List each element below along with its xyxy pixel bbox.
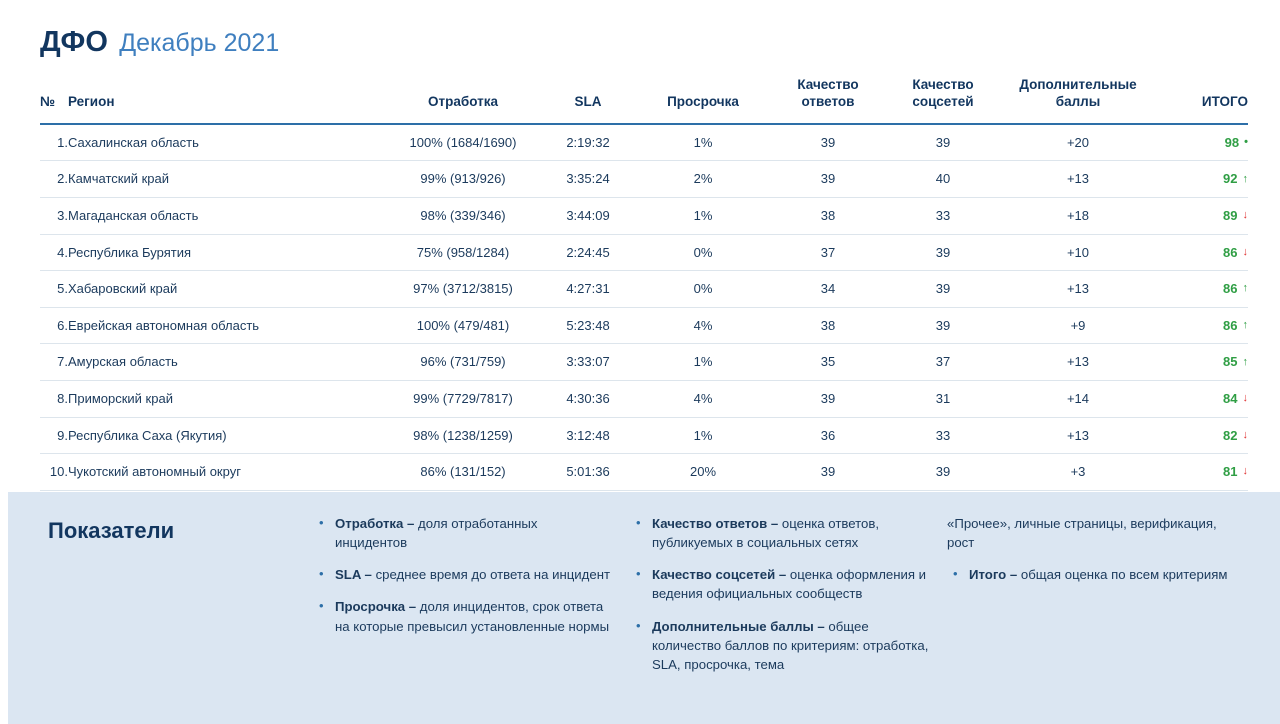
table-row — [40, 234, 1248, 271]
col-header-extra-points-line2: баллы — [1055, 93, 1101, 109]
trend-down-icon: ↓ — [1242, 209, 1248, 222]
legend-description: доля отработанных инцидентов — [335, 516, 538, 551]
total-score-group — [1223, 208, 1248, 224]
cell-prosrochka: 1% — [638, 124, 768, 161]
legend-description: общая оценка по всем критериям — [1020, 567, 1228, 583]
cell-otrabotka: 99% (7729/7817) — [388, 380, 538, 417]
cell-sla: 5:23:48 — [538, 307, 638, 344]
legend-column-3 — [947, 514, 1246, 724]
cell-otrabotka: 96% (731/759) — [388, 344, 538, 381]
legend-description: доля инцидентов, срок ответа на которые превысил установленные нормы — [335, 599, 610, 634]
cell-total — [1158, 344, 1248, 381]
cell-number: 2. — [40, 161, 68, 198]
total-score-value: 89 — [1223, 207, 1238, 223]
total-score-value: 86 — [1223, 317, 1238, 333]
col-header-quality-social-line1: Качество — [912, 77, 974, 92]
cell-sla: 5:01:36 — [538, 454, 638, 491]
bullet-icon: • — [636, 617, 641, 633]
cell-quality-answers: 39 — [768, 161, 888, 198]
trend-up-icon: ↑ — [1242, 172, 1248, 185]
legend-term: Итого – — [969, 567, 1021, 583]
cell-extra-points: +9 — [998, 307, 1158, 344]
cell-number: 5. — [40, 271, 68, 308]
left-margin-strip — [0, 0, 8, 724]
cell-region: Сахалинская область — [68, 124, 388, 161]
cell-total — [1158, 161, 1248, 198]
cell-extra-points: +3 — [998, 454, 1158, 491]
cell-quality-social: 39 — [888, 124, 998, 161]
cell-prosrochka: 2% — [638, 161, 768, 198]
cell-region: Хабаровский край — [68, 271, 388, 308]
cell-total — [1158, 454, 1248, 491]
cell-region: Амурская область — [68, 344, 388, 381]
total-score-group — [1223, 245, 1248, 261]
bullet-icon: • — [319, 515, 324, 530]
page-subtitle-period: Декабрь 2021 — [119, 29, 280, 57]
page-header — [0, 0, 1280, 59]
legend-term: Качество соцсетей – — [652, 567, 790, 583]
cell-total — [1158, 124, 1248, 161]
cell-quality-social: 39 — [888, 234, 998, 271]
cell-sla: 2:19:32 — [538, 124, 638, 161]
total-score-value: 92 — [1223, 171, 1238, 187]
cell-quality-social: 31 — [888, 380, 998, 417]
cell-total — [1158, 380, 1248, 417]
legend-description: общее количество баллов по критериям: отработка, SLA, просрочка, тема — [652, 618, 929, 672]
rating-table-container — [0, 59, 1280, 527]
cell-quality-answers: 36 — [768, 417, 888, 454]
cell-total — [1158, 417, 1248, 454]
cell-prosrochka: 0% — [638, 234, 768, 271]
legend-description: среднее время до ответа на инцидент — [375, 567, 611, 583]
cell-extra-points: +20 — [998, 124, 1158, 161]
col-header-quality-answers — [768, 77, 888, 124]
cell-extra-points: +13 — [998, 344, 1158, 381]
total-score-value: 81 — [1223, 464, 1238, 480]
legend-column-1 — [313, 514, 630, 724]
table-row — [40, 271, 1248, 308]
legend-list-2 — [630, 514, 929, 674]
cell-number: 3. — [40, 197, 68, 234]
col-header-quality-answers-line1: Качество — [797, 77, 859, 92]
legend-description: оценка оформления и ведения официальных сообществ — [652, 567, 927, 602]
bullet-icon: • — [319, 566, 324, 582]
cell-quality-social: 39 — [888, 271, 998, 308]
trend-down-icon: ↓ — [1242, 428, 1248, 441]
table-header-row — [40, 77, 1248, 124]
cell-quality-social: 33 — [888, 417, 998, 454]
cell-quality-social: 39 — [888, 307, 998, 344]
cell-total — [1158, 197, 1248, 234]
table-row — [40, 124, 1248, 161]
table-row — [40, 380, 1248, 417]
bullet-icon: • — [636, 515, 641, 530]
cell-quality-social: 37 — [888, 344, 998, 381]
cell-otrabotka: 97% (3712/3815) — [388, 271, 538, 308]
total-score-value: 85 — [1223, 354, 1238, 370]
cell-total — [1158, 234, 1248, 271]
cell-region: Еврейская автономная область — [68, 307, 388, 344]
cell-extra-points: +13 — [998, 161, 1158, 198]
cell-number: 1. — [40, 124, 68, 161]
total-score-value: 86 — [1223, 281, 1238, 297]
cell-quality-answers: 35 — [768, 344, 888, 381]
trend-flat-icon: • — [1244, 136, 1248, 149]
col-header-sla: SLA — [574, 93, 602, 109]
cell-region: Чукотский автономный округ — [68, 454, 388, 491]
cell-prosrochka: 20% — [638, 454, 768, 491]
legend-term: SLA – — [335, 567, 376, 583]
legend-term: Отработка – — [335, 516, 419, 531]
page-title: ДФО — [40, 26, 109, 58]
legend-item — [313, 565, 612, 584]
total-score-group — [1223, 428, 1248, 444]
cell-region: Республика Саха (Якутия) — [68, 417, 388, 454]
cell-region: Камчатский край — [68, 161, 388, 198]
cell-otrabotka: 86% (131/152) — [388, 454, 538, 491]
cell-quality-social: 40 — [888, 161, 998, 198]
table-row — [40, 161, 1248, 198]
cell-total — [1158, 271, 1248, 308]
legend-list-3 — [947, 565, 1246, 584]
cell-extra-points: +10 — [998, 234, 1158, 271]
cell-extra-points: +14 — [998, 380, 1158, 417]
col-header-quality-social — [888, 77, 998, 124]
cell-prosrochka: 1% — [638, 344, 768, 381]
cell-sla: 4:30:36 — [538, 380, 638, 417]
cell-quality-social: 39 — [888, 454, 998, 491]
legend-term: Просрочка – — [335, 599, 420, 615]
rating-table — [40, 77, 1248, 527]
cell-quality-answers: 38 — [768, 307, 888, 344]
cell-region: Республика Бурятия — [68, 234, 388, 271]
trend-up-icon: ↑ — [1242, 355, 1248, 368]
col-header-region: Регион — [68, 93, 115, 109]
cell-extra-points: +13 — [998, 417, 1158, 454]
legend-continuation-text: «Прочее», личные страницы, верификация, рост — [947, 516, 1217, 551]
legend-panel — [8, 492, 1280, 724]
cell-number: 4. — [40, 234, 68, 271]
total-score-group — [1223, 171, 1248, 187]
trend-down-icon: ↓ — [1242, 465, 1248, 478]
cell-quality-social: 33 — [888, 197, 998, 234]
cell-sla: 3:12:48 — [538, 417, 638, 454]
cell-number: 6. — [40, 307, 68, 344]
legend-term: Дополнительные баллы – — [652, 618, 829, 634]
cell-number: 8. — [40, 380, 68, 417]
cell-otrabotka: 99% (913/926) — [388, 161, 538, 198]
cell-extra-points: +18 — [998, 197, 1158, 234]
cell-prosrochka: 1% — [638, 417, 768, 454]
legend-term: Качество ответов – — [652, 516, 782, 531]
cell-quality-answers: 37 — [768, 234, 888, 271]
cell-sla: 4:27:31 — [538, 271, 638, 308]
trend-up-icon: ↑ — [1242, 319, 1248, 332]
cell-otrabotka: 98% (339/346) — [388, 197, 538, 234]
legend-item — [630, 514, 929, 552]
legend-column-2 — [630, 514, 947, 724]
cell-prosrochka: 4% — [638, 380, 768, 417]
col-header-quality-answers-line2: ответов — [801, 93, 855, 109]
cell-sla: 2:24:45 — [538, 234, 638, 271]
legend-list-1 — [313, 514, 612, 636]
cell-otrabotka: 100% (479/481) — [388, 307, 538, 344]
legend-item — [313, 597, 612, 635]
cell-number: 9. — [40, 417, 68, 454]
col-header-extra-points-line1: Дополнительные — [1019, 77, 1137, 92]
cell-quality-answers: 39 — [768, 454, 888, 491]
table-body — [40, 124, 1248, 527]
cell-region: Приморский край — [68, 380, 388, 417]
trend-up-icon: ↑ — [1242, 282, 1248, 295]
cell-region: Магаданская область — [68, 197, 388, 234]
total-score-value: 82 — [1223, 427, 1238, 443]
total-score-group — [1223, 464, 1248, 480]
cell-number: 10. — [40, 454, 68, 491]
table-row — [40, 197, 1248, 234]
col-header-otrabotka: Отработка — [428, 93, 498, 109]
col-header-quality-social-line2: соцсетей — [912, 93, 974, 109]
table-row — [40, 454, 1248, 491]
legend-item — [947, 565, 1246, 584]
col-header-total: ИТОГО — [1201, 93, 1248, 109]
total-score-group — [1223, 281, 1248, 297]
cell-extra-points: +13 — [998, 271, 1158, 308]
cell-quality-answers: 39 — [768, 124, 888, 161]
total-score-group — [1223, 391, 1248, 407]
legend-description: оценка ответов, публикуемых в социальных сетях — [652, 516, 880, 551]
legend-item — [630, 565, 929, 603]
col-header-number: № — [40, 93, 56, 109]
cell-total — [1158, 307, 1248, 344]
table-head — [40, 77, 1248, 124]
cell-sla: 3:33:07 — [538, 344, 638, 381]
bullet-icon: • — [319, 598, 324, 614]
total-score-group — [1225, 135, 1248, 151]
trend-down-icon: ↓ — [1242, 245, 1248, 258]
legend-item — [630, 617, 929, 674]
cell-quality-answers: 38 — [768, 197, 888, 234]
table-row — [40, 417, 1248, 454]
table-row — [40, 344, 1248, 381]
total-score-value: 98 — [1224, 134, 1240, 150]
col-header-extra-points — [998, 77, 1158, 124]
total-score-value: 84 — [1223, 390, 1238, 406]
cell-otrabotka: 98% (1238/1259) — [388, 417, 538, 454]
cell-sla: 3:44:09 — [538, 197, 638, 234]
total-score-group — [1223, 354, 1248, 370]
cell-otrabotka: 100% (1684/1690) — [388, 124, 538, 161]
legend-item — [313, 514, 612, 552]
cell-quality-answers: 39 — [768, 380, 888, 417]
total-score-group — [1223, 318, 1248, 334]
cell-quality-answers: 34 — [768, 271, 888, 308]
legend-title: Показатели — [48, 518, 175, 543]
col-header-prosrochka: Просрочка — [667, 93, 739, 109]
bullet-icon: • — [636, 566, 641, 582]
total-score-value: 86 — [1223, 244, 1238, 260]
bullet-icon: • — [953, 566, 958, 582]
cell-number: 7. — [40, 344, 68, 381]
cell-prosrochka: 1% — [638, 197, 768, 234]
cell-prosrochka: 4% — [638, 307, 768, 344]
table-row — [40, 307, 1248, 344]
cell-prosrochka: 0% — [638, 271, 768, 308]
cell-otrabotka: 75% (958/1284) — [388, 234, 538, 271]
trend-down-icon: ↓ — [1242, 392, 1248, 405]
cell-sla: 3:35:24 — [538, 161, 638, 198]
